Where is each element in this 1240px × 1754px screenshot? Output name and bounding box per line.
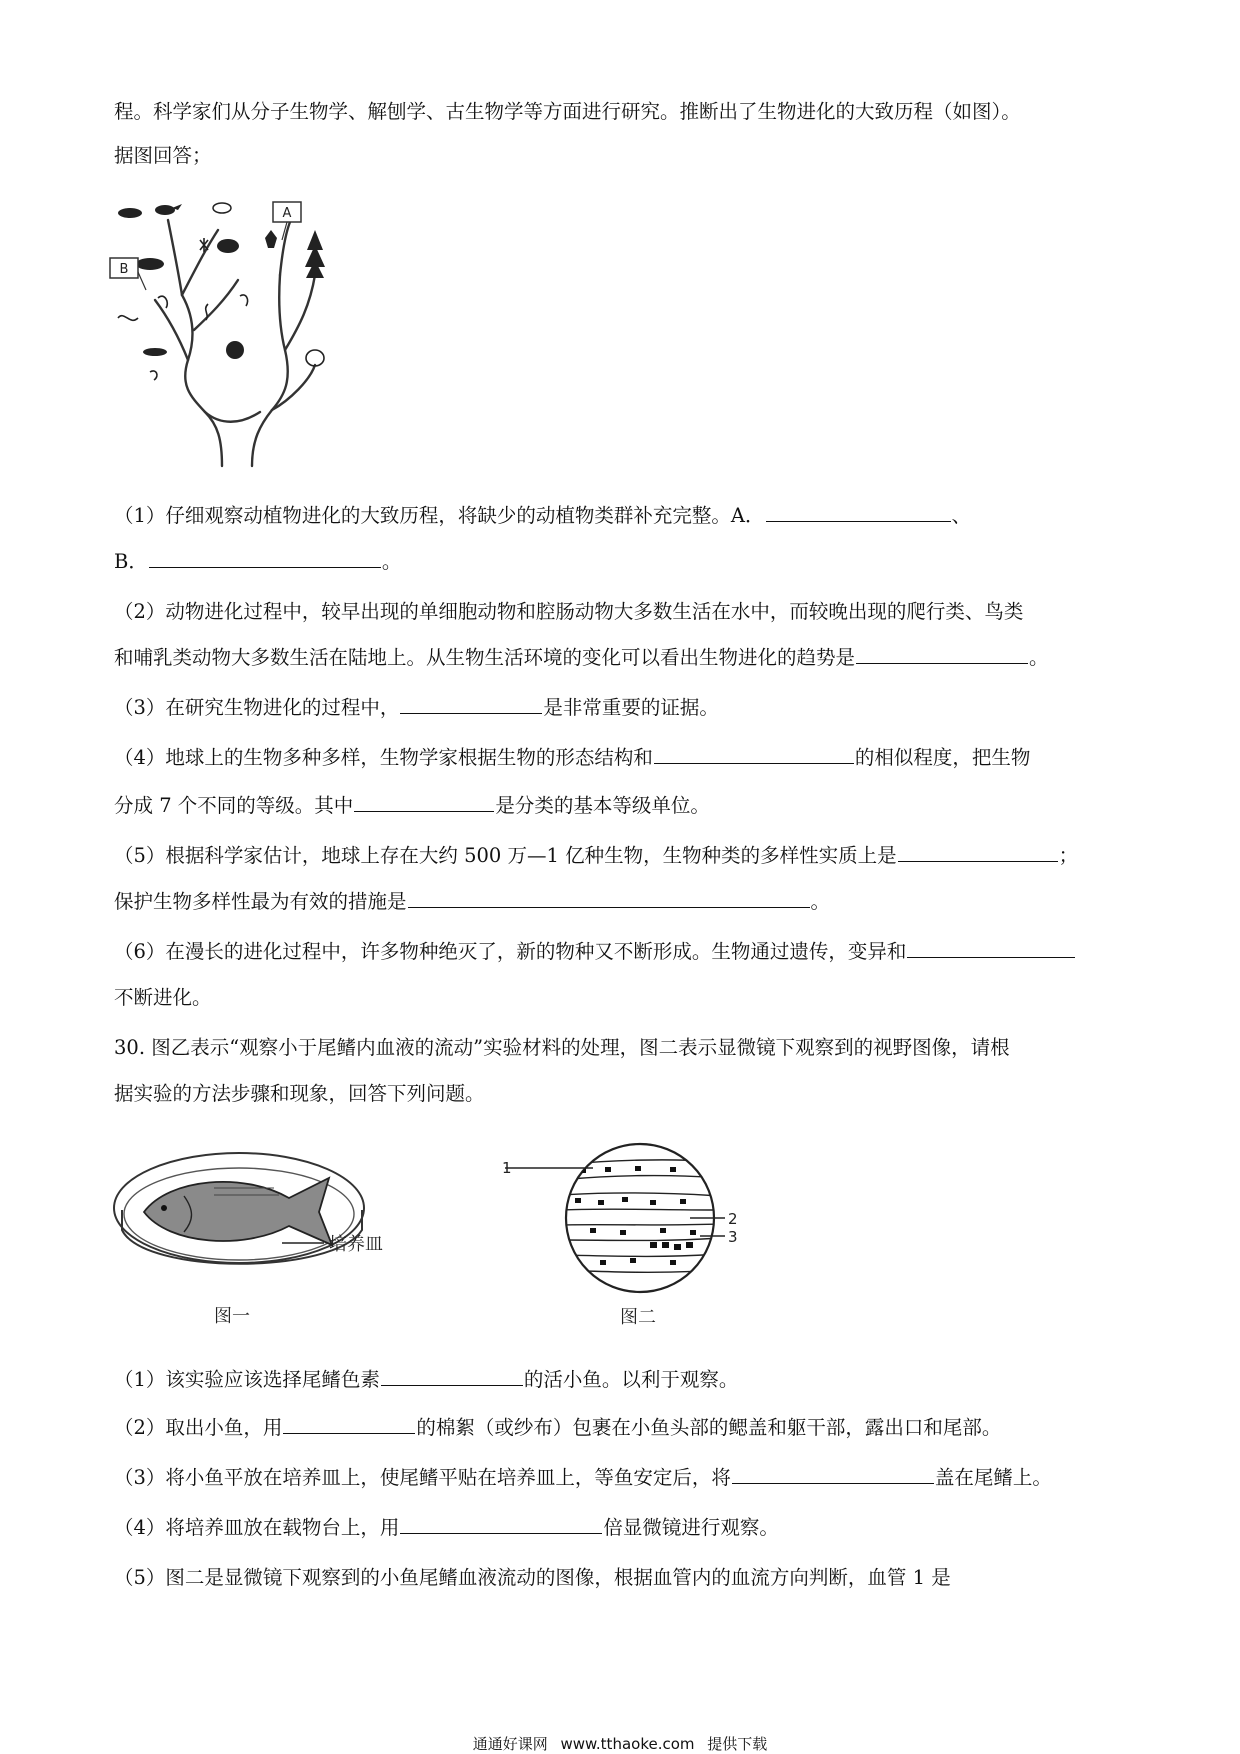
q29-p6-text: （6）在漫长的进化过程中，许多物种绝灭了，新的物种又不断形成。生物通过遗传，变异和	[114, 940, 907, 963]
q29-p4-line2-end: 是分类的基本等级单位。	[495, 794, 710, 817]
q30-p1-text: （1）该实验应该选择尾鳍色素	[114, 1368, 380, 1391]
q29-p1-text: （1）仔细观察动植物进化的大致历程，将缺少的动植物类群补充完整。A．	[114, 504, 765, 527]
q30-p3-end: 盖在尾鳍上。	[934, 1466, 1052, 1489]
q29-p4-text: （4）地球上的生物多种多样，生物学家根据生物的形态结构和	[114, 746, 653, 769]
vessel-mark-2: 2	[728, 1210, 738, 1228]
q29-p2-line2	[114, 642, 1049, 670]
q30-p3	[114, 1462, 1052, 1490]
q29-p3-end: 是非常重要的证据。	[543, 696, 719, 719]
answer-blank-similarity[interactable]	[654, 745, 854, 764]
q29-p3	[114, 692, 719, 720]
answer-blank-cover[interactable]	[732, 1465, 934, 1484]
answer-blank-pigment[interactable]	[381, 1367, 523, 1386]
vessel-mark-1: 1	[502, 1159, 512, 1177]
answer-blank-measure[interactable]	[408, 889, 810, 908]
q29-p2-text: 和哺乳类动物大多数生活在陆地上。从生物生活环境的变化可以看出生物进化的趋势是	[114, 646, 856, 669]
q29-p3-text: （3）在研究生物进化的过程中，	[114, 696, 400, 719]
answer-blank-magnification[interactable]	[400, 1515, 602, 1534]
answer-blank-unit[interactable]	[354, 793, 494, 812]
fig1-caption: 图一	[214, 1306, 250, 1327]
fish-icon	[144, 1178, 332, 1245]
q30-p4-text: （4）将培养皿放在载物台上，用	[114, 1516, 400, 1539]
intro-line-2: 据图回答；	[114, 144, 212, 167]
q29-p1-end: 、	[951, 504, 972, 527]
answer-blank-cotton[interactable]	[283, 1415, 415, 1434]
microscope-view-figure	[502, 1140, 830, 1335]
q29-p5-text: （5）根据科学家估计，地球上存在大约 500 万—1 亿种生物，生物种类的多样性实质上是	[114, 844, 897, 867]
q29-p6-line2: 不断进化。	[114, 986, 212, 1009]
q29-p2-end: 。	[1029, 646, 1049, 669]
q30-p1	[114, 1364, 738, 1392]
q30-p3-text: （3）将小鱼平放在培养皿上，使尾鳍平贴在培养皿上，等鱼安定后，将	[114, 1466, 731, 1489]
q29-p5-line1	[114, 840, 1078, 868]
q29-p4-end: 的相似程度，把生物	[854, 746, 1031, 769]
q30-p2-end: 的棉絮（或纱布）包裹在小鱼头部的鳃盖和躯干部，露出口和尾部。	[416, 1416, 1002, 1439]
q29-p4-line2	[114, 790, 710, 818]
fish-petri-dish-figure	[114, 1150, 474, 1330]
evolution-tree-figure	[110, 200, 350, 470]
q30-p2-text: （2）取出小鱼，用	[114, 1416, 283, 1439]
footer-url[interactable]: www.tthaoke.com	[560, 1735, 695, 1753]
q30-stem-line1: 30. 图乙表示“观察小于尾鳍内血液的流动”实验材料的处理，图二表示显微镜下观察到的视野图像，请根	[114, 1036, 1010, 1059]
q29-p1-line2	[114, 546, 401, 574]
q29-p1-b-end: 。	[381, 550, 402, 573]
q29-p5-end: ；	[1058, 844, 1079, 867]
q30-p4	[114, 1512, 779, 1540]
tree-label-b: B	[119, 262, 129, 277]
page-footer	[0, 1733, 1240, 1754]
q30-stem-line2: 据实验的方法步骤和现象，回答下列问题。	[114, 1082, 485, 1105]
q29-p1-b-label: B．	[114, 550, 148, 573]
q29-p6-line1	[114, 936, 1076, 964]
q29-p5-line2-text: 保护生物多样性最为有效的措施是	[114, 890, 407, 913]
q29-p5-line2	[114, 886, 830, 914]
q29-p5-line2-end: 。	[810, 890, 831, 913]
q29-p1-line1	[114, 500, 971, 528]
footer-site-name: 通通好课网	[472, 1735, 548, 1753]
answer-blank-diversity[interactable]	[898, 843, 1058, 862]
answer-blank-b[interactable]	[149, 549, 381, 568]
answer-blank-evidence[interactable]	[400, 695, 542, 714]
q30-p4-end: 倍显微镜进行观察。	[603, 1516, 779, 1539]
intro-line-1: 程。科学家们从分子生物学、解刨学、古生物学等方面进行研究。推断出了生物进化的大致历程（如图）。	[114, 100, 1021, 123]
q30-p2	[114, 1412, 1001, 1440]
answer-blank-selection[interactable]	[907, 939, 1075, 958]
tree-label-a: A	[282, 206, 292, 221]
petri-dish-label: 培养皿	[329, 1234, 383, 1255]
footer-note: 提供下载	[707, 1735, 768, 1753]
q29-p4-line2-text: 分成 7 个不同的等级。其中	[114, 794, 354, 817]
answer-blank-trend[interactable]	[856, 645, 1028, 664]
q30-p1-end: 的活小鱼。以利于观察。	[523, 1368, 739, 1391]
vessel-mark-3: 3	[728, 1228, 738, 1246]
q29-p4-line1	[114, 742, 1030, 770]
q30-p5: （5）图二是显微镜下观察到的小鱼尾鳍血液流动的图像，根据血管内的血流方向判断，血管 1 是	[114, 1566, 951, 1589]
q29-p2-line1: （2）动物进化过程中，较早出现的单细胞动物和腔肠动物大多数生活在水中，而较晚出现的爬行类、鸟类	[114, 600, 1024, 623]
answer-blank-a[interactable]	[766, 503, 951, 522]
fig2-caption: 图二	[620, 1307, 656, 1328]
